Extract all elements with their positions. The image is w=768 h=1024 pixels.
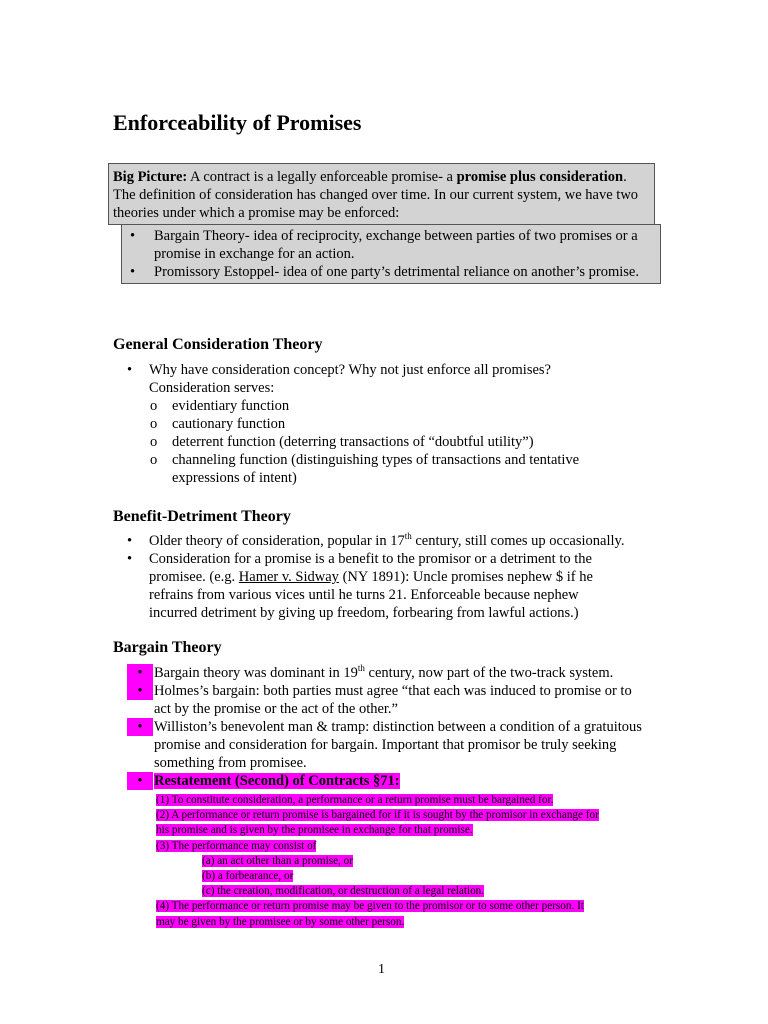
list-item-text: Why have consideration concept? Why not just enforce all promises? Consideration serves: — [149, 362, 551, 396]
list-item-text: Williston’s benevolent man & tramp: distinction between a condition of a gratuitous promise and consideration for bargain. Important that promisor be truly seeking something from promisee. — [154, 719, 642, 771]
bullet-marker: • — [127, 718, 153, 736]
restatement-line: (3) The performance may consist of — [156, 839, 317, 852]
bullet-marker: • — [127, 362, 133, 378]
bullet-marker: • — [127, 682, 153, 700]
general-section — [122, 361, 592, 487]
sub-item — [122, 415, 592, 433]
bullet-marker: • — [127, 664, 153, 682]
list-item — [122, 361, 592, 397]
case-citation: Hamer v. Sidway — [238, 569, 339, 585]
big-picture-text-1: A contract is a legally enforceable promise- a — [187, 169, 457, 185]
restatement-text — [156, 793, 656, 930]
restatement-line: (4) The performance or return promise may be given to the promisor or to some other person. It — [156, 900, 584, 913]
list-item — [122, 550, 619, 622]
sub-item — [122, 451, 592, 487]
restatement-line: (1) To constitute consideration, a performance or a return promise must be bargained for. — [156, 794, 554, 806]
sub-item — [122, 433, 592, 451]
section-heading-bargain: Bargain Theory — [113, 639, 222, 656]
superscript: th — [357, 663, 365, 674]
list-item — [127, 682, 647, 718]
big-picture-label: Big Picture: — [113, 169, 188, 185]
list-item — [127, 664, 647, 682]
restatement-line: (b) a forbearance, or — [202, 870, 294, 883]
sub-item-text: channeling function (distinguishing types of transactions and tentative expressions of intent) — [172, 452, 580, 486]
list-item-text: century, now part of the two-track system. — [364, 665, 614, 681]
sub-item — [122, 397, 617, 415]
restatement-line: his promise and is given by the promisee in exchange for that promise. — [156, 824, 473, 837]
list-item — [127, 772, 647, 790]
list-item-text: (NY 1891): Uncle promises nephew $ if he refrains from various vices until he turns 21. Enforceable because nephew incurred detriment by giving up freedom, forbearing from lawful actions.) — [149, 569, 593, 621]
list-item — [122, 532, 627, 550]
list-item-text: Holmes’s bargain: both parties must agree “that each was induced to promise or to act by the promise or the act of the other.” — [154, 683, 632, 717]
bullet-marker: • — [127, 772, 153, 790]
sub-marker: o — [150, 398, 158, 414]
sub-item-text: evidentiary function — [172, 398, 290, 414]
sub-marker: o — [150, 434, 158, 450]
restatement-line: (c) the creation, modification, or destruction of a legal relation. — [202, 885, 485, 898]
sub-item-text: deterrent function (deterring transactions of “doubtful utility”) — [172, 434, 534, 450]
list-item-text: Consideration for a promise is a benefit to the promisor or a detriment to the promisee. (e.g. — [149, 551, 592, 585]
list-item-text: century, still comes up occasionally. — [411, 533, 625, 549]
restatement-line: (2) A performance or return promise is bargained for if it is sought by the promisor in exchange for — [156, 809, 599, 822]
page-number: 1 — [378, 962, 385, 977]
section-heading-general: General Consideration Theory — [113, 336, 323, 353]
benefit-section — [122, 532, 627, 622]
page-title: Enforceability of Promises — [113, 110, 362, 135]
restatement-line: (a) an act other than a promise, or — [202, 854, 353, 867]
restatement-line: may be given by the promisee or by some other person. — [156, 915, 405, 928]
restatement-heading: Restatement (Second) of Contracts §71: — [154, 773, 400, 789]
big-picture-text-2: . The definition of consideration has changed over time. In our current system, we have two theories under which a promise may be enforced: — [113, 169, 639, 221]
big-picture-bold: promise plus consideration — [456, 169, 624, 185]
bargain-section — [127, 664, 647, 790]
sub-item-text: cautionary function — [172, 416, 286, 432]
list-item: • Promissory Estoppel- idea of one party’s detrimental reliance on another’s promise. — [122, 263, 660, 281]
sub-marker: o — [150, 452, 158, 468]
section-heading-benefit: Benefit-Detriment Theory — [113, 508, 291, 525]
sub-marker: o — [150, 416, 158, 432]
list-item: • Bargain Theory- idea of reciprocity, exchange between parties of two promises or a promise in exchange for an action. — [122, 227, 660, 263]
bullet-marker: • — [127, 533, 133, 549]
big-picture-list — [121, 224, 661, 284]
big-picture-box — [108, 163, 655, 225]
list-item — [127, 718, 659, 772]
bullet-marker: • — [127, 551, 133, 567]
superscript: th — [404, 531, 412, 542]
list-item-text: Bargain theory was dominant in 19 — [154, 665, 358, 681]
list-item-text: Older theory of consideration, popular in 17 — [149, 533, 405, 549]
